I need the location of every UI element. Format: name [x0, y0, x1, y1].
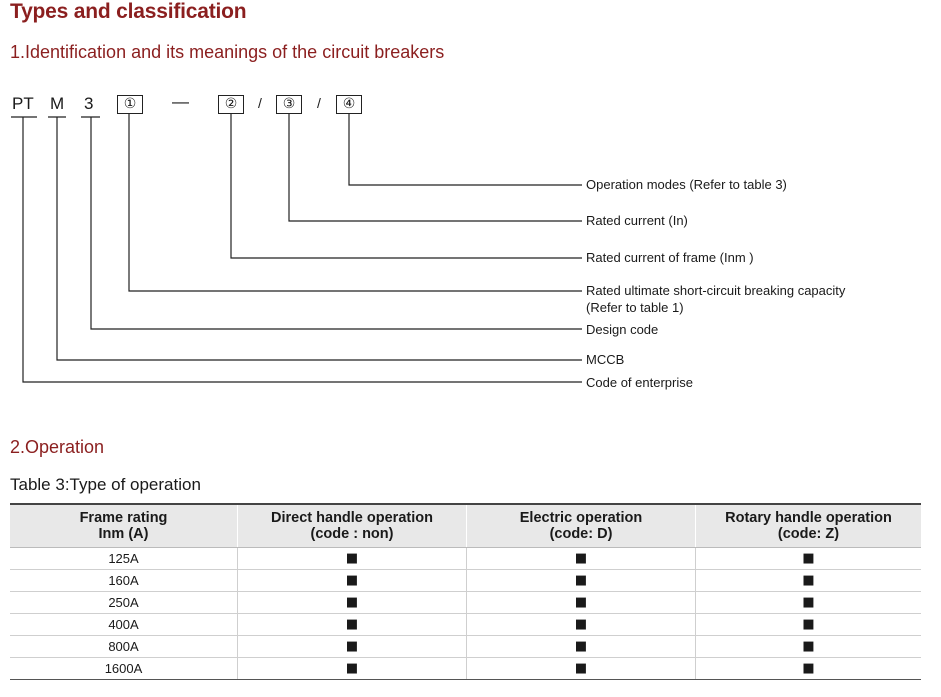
cell-electric-mark: ■: [467, 548, 696, 570]
table-row: [10, 570, 921, 592]
column-header-line: Electric operation: [519, 510, 643, 526]
table-row: [10, 658, 921, 680]
column-header-line: (code : non): [310, 526, 394, 542]
cell-direct-mark: ■: [238, 570, 467, 592]
section-2-heading: 2.Operation: [10, 437, 105, 457]
label-design-code: Design code: [586, 322, 659, 337]
cell-rating: 125A: [10, 548, 238, 570]
column-header-line: Direct handle operation: [271, 510, 433, 526]
cell-electric-mark: ■: [467, 614, 696, 636]
cell-rotary-mark: ■: [696, 570, 922, 592]
code-box-3: ③: [276, 95, 302, 114]
cell-electric-mark: ■: [467, 570, 696, 592]
cell-rating: 800A: [10, 636, 238, 658]
cell-rotary-mark: ■: [696, 548, 922, 570]
column-header-line: Rotary handle operation: [725, 510, 892, 526]
table-row: [10, 636, 921, 658]
cell-direct-mark: ■: [238, 548, 467, 570]
cell-rating: 160A: [10, 570, 238, 592]
operation-type-table: [10, 503, 921, 680]
code-part-m: M: [50, 94, 65, 113]
page-title: Types and classification: [10, 0, 247, 23]
label-breaking-capacity-ref: (Refer to table 1): [586, 300, 684, 315]
code-box-1: ①: [117, 95, 143, 114]
cell-rotary-mark: ■: [696, 614, 922, 636]
column-header-line: (code: D): [549, 526, 613, 542]
code-box-4: ④: [336, 95, 362, 114]
column-header-direct-handle: [238, 504, 467, 548]
code-separator-dash: —: [172, 92, 189, 111]
column-header-line: (code: Z): [777, 526, 840, 542]
column-header-frame-rating: [10, 504, 238, 548]
cell-electric-mark: ■: [467, 658, 696, 680]
leader-breaking-capacity: [129, 113, 582, 291]
cell-direct-mark: ■: [238, 592, 467, 614]
code-box-2: ②: [218, 95, 244, 114]
label-operation-modes: Operation modes (Refer to table 3): [586, 177, 787, 192]
table-header-row: [10, 504, 921, 548]
section-1-heading: 1.Identification and its meanings of the circuit breakers: [10, 42, 445, 62]
label-code-of-enterprise: Code of enterprise: [586, 375, 693, 390]
cell-electric-mark: ■: [467, 592, 696, 614]
cell-rating: 400A: [10, 614, 238, 636]
cell-direct-mark: ■: [238, 636, 467, 658]
code-separator-slash-1: /: [258, 95, 262, 111]
column-header-rotary-handle: [696, 504, 922, 548]
cell-direct-mark: ■: [238, 658, 467, 680]
table-row: [10, 548, 921, 570]
leader-mccb: [57, 117, 582, 360]
table-caption: Table 3:Type of operation: [10, 475, 201, 494]
label-mccb: MCCB: [586, 352, 625, 367]
cell-rating: 1600A: [10, 658, 238, 680]
cell-direct-mark: ■: [238, 614, 467, 636]
leader-operation-modes: [349, 113, 582, 185]
column-header-line: Inm (A): [98, 526, 149, 542]
code-part-3: 3: [84, 94, 94, 113]
leader-enterprise: [23, 117, 582, 382]
cell-rotary-mark: ■: [696, 636, 922, 658]
cell-rotary-mark: ■: [696, 658, 922, 680]
column-header-electric: [467, 504, 696, 548]
table-row: [10, 614, 921, 636]
leader-rated-current: [289, 113, 582, 221]
label-rated-current-frame: Rated current of frame (Inm ): [586, 250, 754, 265]
column-header-line: Frame rating: [79, 510, 168, 526]
cell-rotary-mark: ■: [696, 592, 922, 614]
code-part-pt: PT: [12, 94, 34, 113]
cell-rating: 250A: [10, 592, 238, 614]
label-breaking-capacity: Rated ultimate short-circuit breaking capacity: [586, 283, 846, 298]
leader-design-code: [91, 117, 582, 329]
code-separator-slash-2: /: [317, 95, 321, 111]
table-row: [10, 592, 921, 614]
label-rated-current: Rated current (In): [586, 213, 688, 228]
cell-electric-mark: ■: [467, 636, 696, 658]
